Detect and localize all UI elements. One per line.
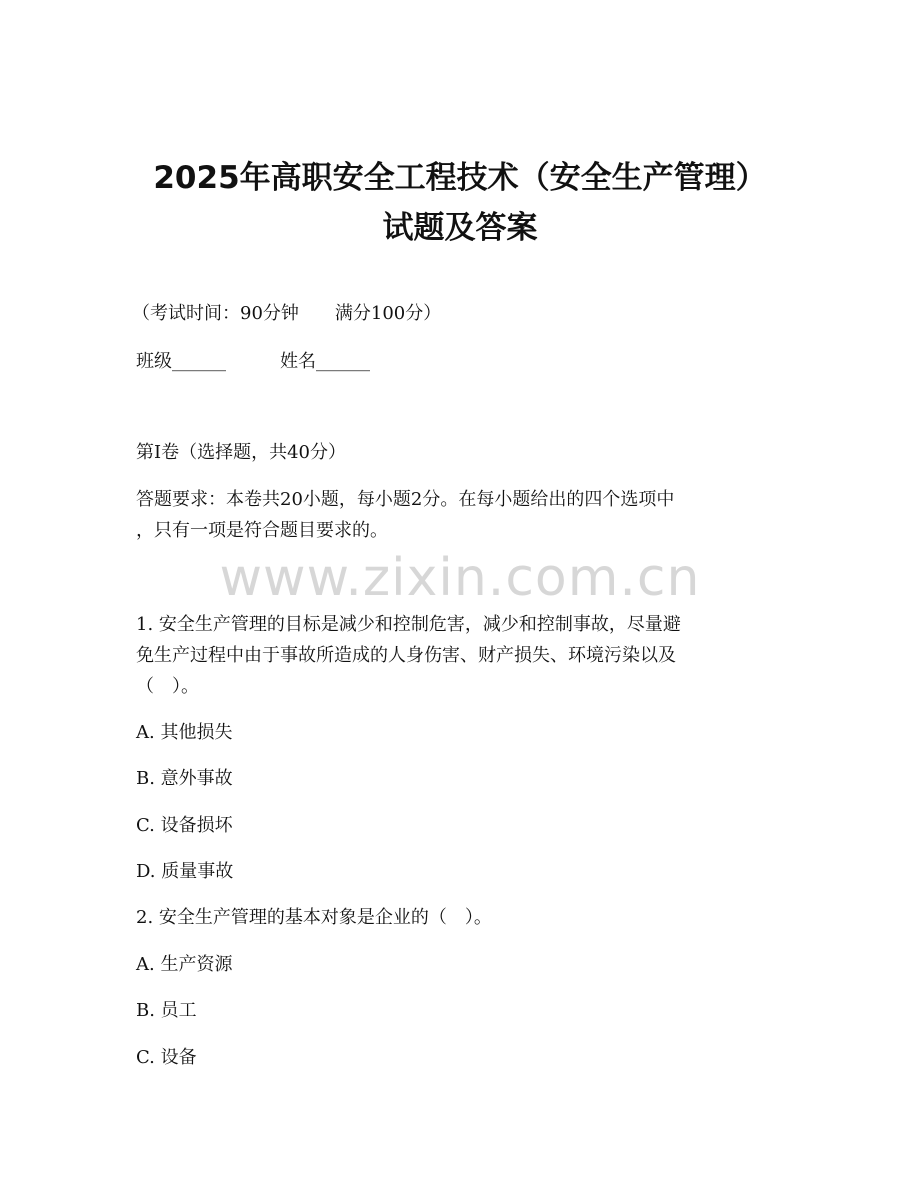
page-title-line-1: 2025年高职安全工程技术（安全生产管理）	[153, 160, 767, 196]
page-title-line-2: 试题及答案	[382, 210, 538, 246]
exam-info: （考试时间：90分钟 满分100分）	[132, 303, 442, 324]
question-1-stem-line-3: （ ）。	[136, 676, 199, 697]
question-2-option-a: A. 生产资源	[136, 954, 233, 975]
question-2-option-b: B. 员工	[136, 1000, 197, 1021]
instructions-line-2: ，只有一项是符合题目要求的。	[136, 520, 388, 541]
watermark: www.zixin.com.cn	[219, 548, 701, 608]
section-heading: 第I卷（选择题，共40分）	[136, 442, 347, 463]
question-1-option-a: A. 其他损失	[136, 722, 233, 743]
question-1-option-c: C. 设备损坏	[136, 815, 233, 836]
question-1-stem-line-1: 1. 安全生产管理的目标是减少和控制危害，减少和控制事故，尽量避	[136, 614, 681, 635]
instructions-line-1: 答题要求：本卷共20小题，每小题2分。在每小题给出的四个选项中	[136, 489, 675, 510]
question-1-option-d: D. 质量事故	[136, 861, 234, 882]
question-2-option-c: C. 设备	[136, 1047, 197, 1068]
question-1-stem-line-2: 免生产过程中由于事故所造成的人身伤害、财产损失、环境污染以及	[136, 645, 676, 666]
question-1-option-b: B. 意外事故	[136, 768, 233, 789]
student-info: 班级______ 姓名______	[136, 351, 370, 372]
question-2-stem-line-1: 2. 安全生产管理的基本对象是企业的（ ）。	[136, 907, 492, 928]
